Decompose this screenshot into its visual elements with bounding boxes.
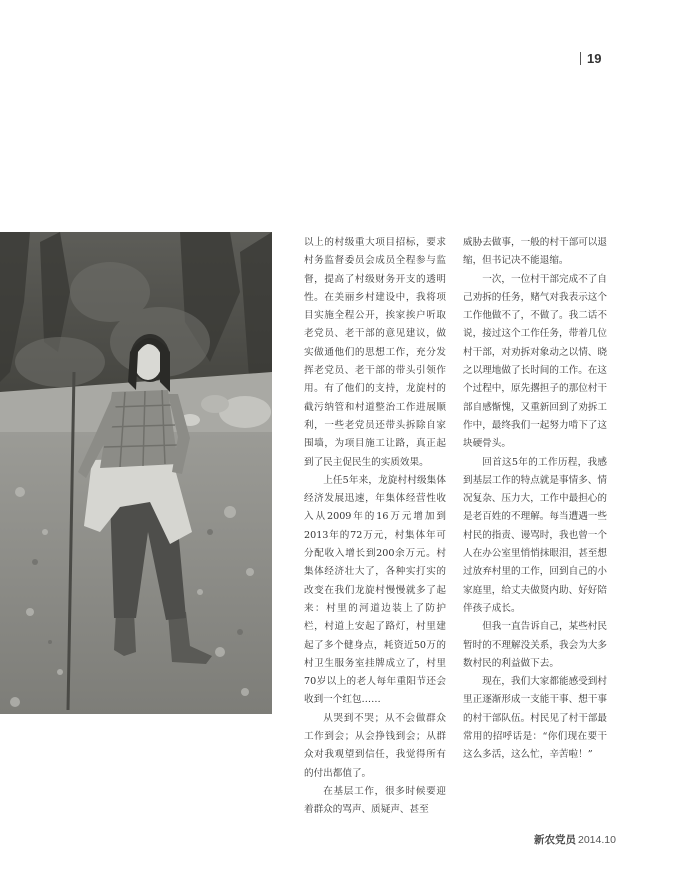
text-column-1 [304, 234, 446, 820]
paragraph: 一次，一位村干部完成不了自己劝拆的任务，赌气对我表示这个工作他做不了，不做了。我二话不说，接过这个工作任务，带着几位村干部，对劝拆对象动之以情、晓之以理地做了长时间的工作。在这个过程中，原先撂担子的那位村干部自感惭愧，又重新回到了劝拆工作中，最终我们一起努力啃下了这块硬骨头。 [463, 273, 607, 450]
page-number: 19 [580, 52, 601, 65]
paragraph: 在基层工作，很多时候要迎着群众的骂声、质疑声、甚至 [304, 785, 446, 816]
paragraph: 上任5年来，龙旋村村级集体经济发展迅速，年集体经营性收入从2009年的16万元增加到2013年的72万元，村集体年可分配收入增长到200余万元。村集体经济壮大了，各种实打实的改变在我们龙旋村慢慢就多了起来：村里的河道边装上了防护栏，村道上安起了路灯，村里建起了多个健身点，耗资近50万的村卫生服务室挂牌成立了，村里70岁以上的老人每年重阳节还会收到一个红包…… [304, 474, 446, 706]
magazine-logo: 新农党员 [534, 834, 576, 846]
paragraph: 回首这5年的工作历程，我感到基层工作的特点就是事情多、情况复杂、压力大，工作中最担心的是老百姓的不理解。每当遭遇一些村民的指责、谩骂时，我也曾一个人在办公室里悄悄抹眼泪，甚至想过放弃村里的工作，回到自己的小家庭里，给丈夫做贤内助、好好陪伴孩子成长。 [463, 456, 607, 614]
paragraph: 现在，我们大家都能感受到村里正逐渐形成一支能干事、想干事的村干部队伍。村民见了村干部最常用的招呼话是：“你们现在要干这么多活，这么忙，辛苦啦！” [463, 676, 607, 761]
portrait-photo [0, 232, 272, 714]
paragraph: 从哭到不哭；从不会做群众工作到会；从会挣钱到会；从群众对我观望到信任，我觉得所有的付出都值了。 [304, 712, 446, 779]
paragraph: 威胁去做事，一般的村干部可以退缩，但书记决不能退缩。 [463, 237, 607, 267]
issue-date: 2014.10 [578, 834, 616, 846]
paragraph: 但我一直告诉自己，某些村民暂时的不理解没关系，我会为大多数村民的利益做下去。 [463, 621, 607, 669]
page-footer [534, 832, 616, 847]
text-column-2 [463, 234, 607, 765]
paragraph: 以上的村级重大项目招标，要求村务监督委员会成员全程参与监督，提高了村级财务开支的透明性。在美丽乡村建设中，我将项目实施全程公开，挨家挨户听取老党员、老干部的意见建议，做实做通他们的思想工作，充分发挥老党员、老干部的带头引领作用。有了他们的支持，龙旋村的截污纳管和村道整治工作进展顺利，一些老党员还带头拆除自家围墙，为项目施工让路，真正起到了民主促民生的实质效果。 [304, 237, 446, 468]
